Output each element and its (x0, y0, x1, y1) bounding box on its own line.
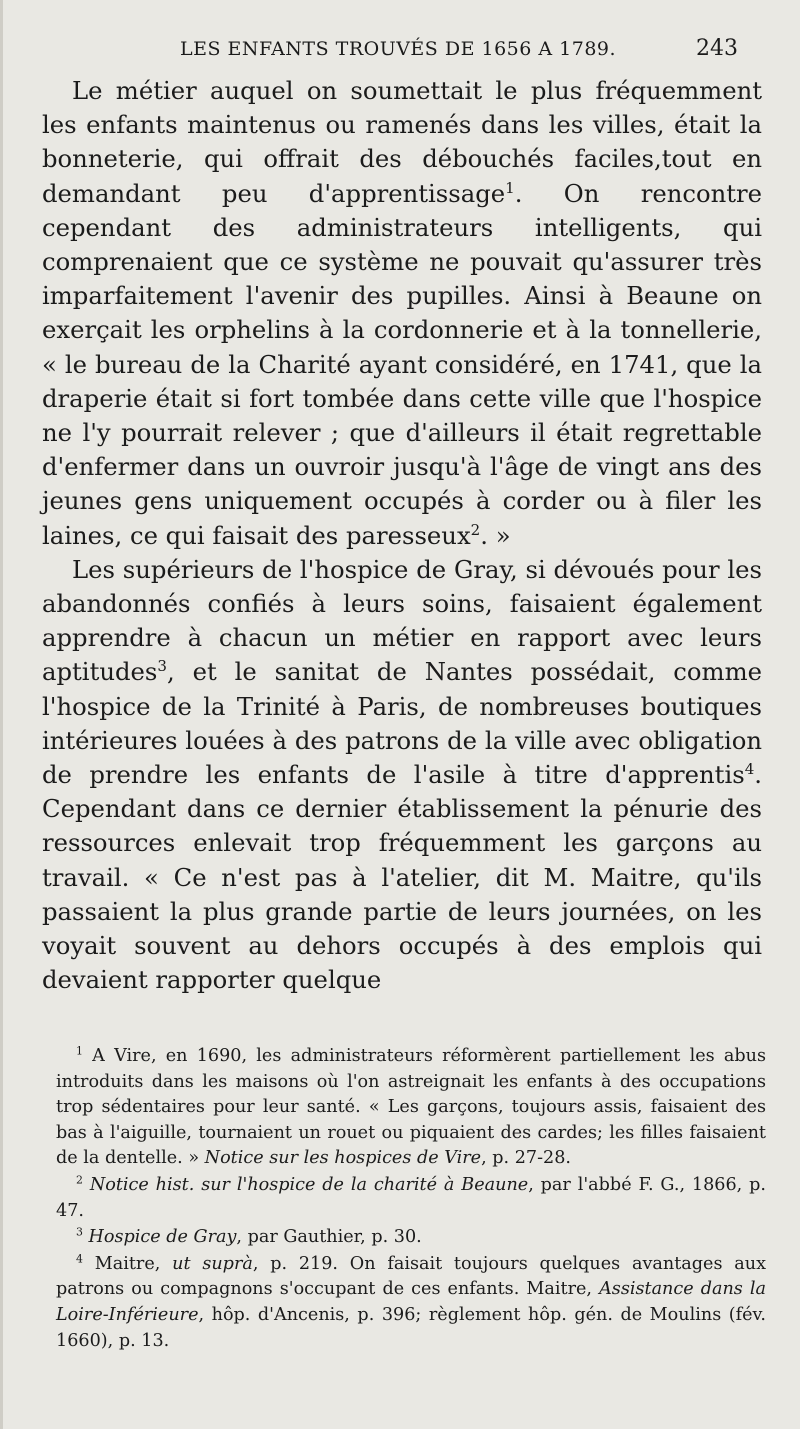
page-edge (0, 0, 3, 1429)
running-head-title: LES ENFANTS TROUVÉS DE 1656 A 1789. (180, 38, 617, 60)
footnote-text-mid: , p. 219. On faisait toujours quelques avantages aux patrons ou compagnons s'occupant de ces enfants. Maitre, (56, 1253, 766, 1300)
page-number: 243 (696, 36, 738, 61)
footnote-source: Hospice de Gray (88, 1227, 237, 1248)
paragraph-2-part-c: . Cependant dans ce dernier établissement la pénurie des ressources enlevait trop fréquemment les garçons au travail. « Ce n'est pas à l'atelier, dit M. Maitre, qu'ils passaient la plus grande partie de leurs journées, on les voyait souvent au dehors occupés à des emplois qui devaient rapporter quelque (42, 760, 762, 995)
footnote-ref-3: 3 (157, 657, 167, 676)
footnote-marker: 4 (76, 1252, 83, 1266)
footnote-tail: , p. 27-28. (481, 1148, 572, 1169)
footnote-source: Notice hist. sur l'hospice de la charité à Beaune (89, 1174, 529, 1195)
footnote-ref-4: 4 (744, 760, 755, 779)
footnote-tail: , par l'abbé F. G., 1866, p. 47. (56, 1174, 767, 1221)
footnote-1 (56, 1044, 766, 1172)
footnote-text: A Vire, en 1690, les administrateurs réformèrent partiellement les abus introduits dans les maisons où l'on astreignait les enfants à des occupations trop sédentaires pour leur santé. « Les garçons, toujours assis, faisaient des bas à l'aiguille, tournaient un rouet ou piquaient des cardes; les filles faisaient de la dentelle. » (56, 1046, 766, 1169)
footnote-ref-2: 2 (470, 520, 481, 539)
paragraph-2 (42, 553, 762, 998)
paragraph-1 (42, 74, 762, 553)
footnote-text: Maitre, (94, 1253, 161, 1274)
footnote-marker: 3 (76, 1225, 83, 1239)
main-text (42, 74, 762, 997)
footnote-source: Notice sur les hospices de Vire (204, 1148, 482, 1169)
footnote-marker: 2 (76, 1173, 83, 1187)
footnote-tail: , par Gauthier, p. 30. (236, 1227, 422, 1248)
footnote-marker: 1 (76, 1044, 83, 1058)
footnote-4 (56, 1252, 766, 1354)
paragraph-1-part-b: . On rencontre cependant des administrateurs intelligents, qui comprenaient que ce système ne pouvait qu'assurer très imparfaitement l'avenir des pupilles. Ainsi à Beaune on exerçait les orphelins à la cordonnerie et à la tonnellerie, « le bureau de la Charité ayant considéré, en 1741, que la draperie était si fort tombée dans cette ville que l'hospice ne l'y pourrait relever ; que d'ailleurs il était regrettable d'enfermer dans un ouvroir jusqu'à l'âge de vingt ans des jeunes gens uniquement occupés à corder ou à filer les laines, ce qui faisait des paresseux (42, 178, 762, 550)
paragraph-1-part-a: Le métier auquel on soumettait le plus fréquemment les enfants maintenus ou ramenés dans les villes, était la bonneterie, qui offrait des débouchés faciles,tout en demandant peu d'apprentissage (42, 76, 762, 208)
paragraph-1-part-c: . » (480, 520, 511, 550)
footnote-2 (56, 1173, 766, 1224)
paragraph-2-part-a: Les supérieurs de l'hospice de Gray, si dévoués pour les abandonnés confiés à leurs soins, faisaient également apprendre à chacun un métier en rapport avec leurs aptitudes (42, 554, 762, 687)
footnote-source: Assistance dans la Loire-Inférieure (56, 1279, 767, 1325)
footnote-ref-1: 1 (505, 178, 515, 197)
paragraph-2-part-b: , et le sanitat de Nantes possédait, comme l'hospice de la Trinité à Paris, de nombreuses boutiques intérieures louées à des patrons de la ville avec obligation de prendre les enfants de l'asile à titre d'apprentis (42, 657, 762, 790)
footnotes (56, 1044, 766, 1355)
footnote-3 (56, 1225, 766, 1251)
footnote-source: ut suprà (172, 1253, 253, 1274)
footnote-tail: , hôp. d'Ancenis, p. 396; règlement hôp. gén. de Moulins (fév. 1660), p. 13. (56, 1304, 766, 1351)
running-head (0, 30, 800, 70)
